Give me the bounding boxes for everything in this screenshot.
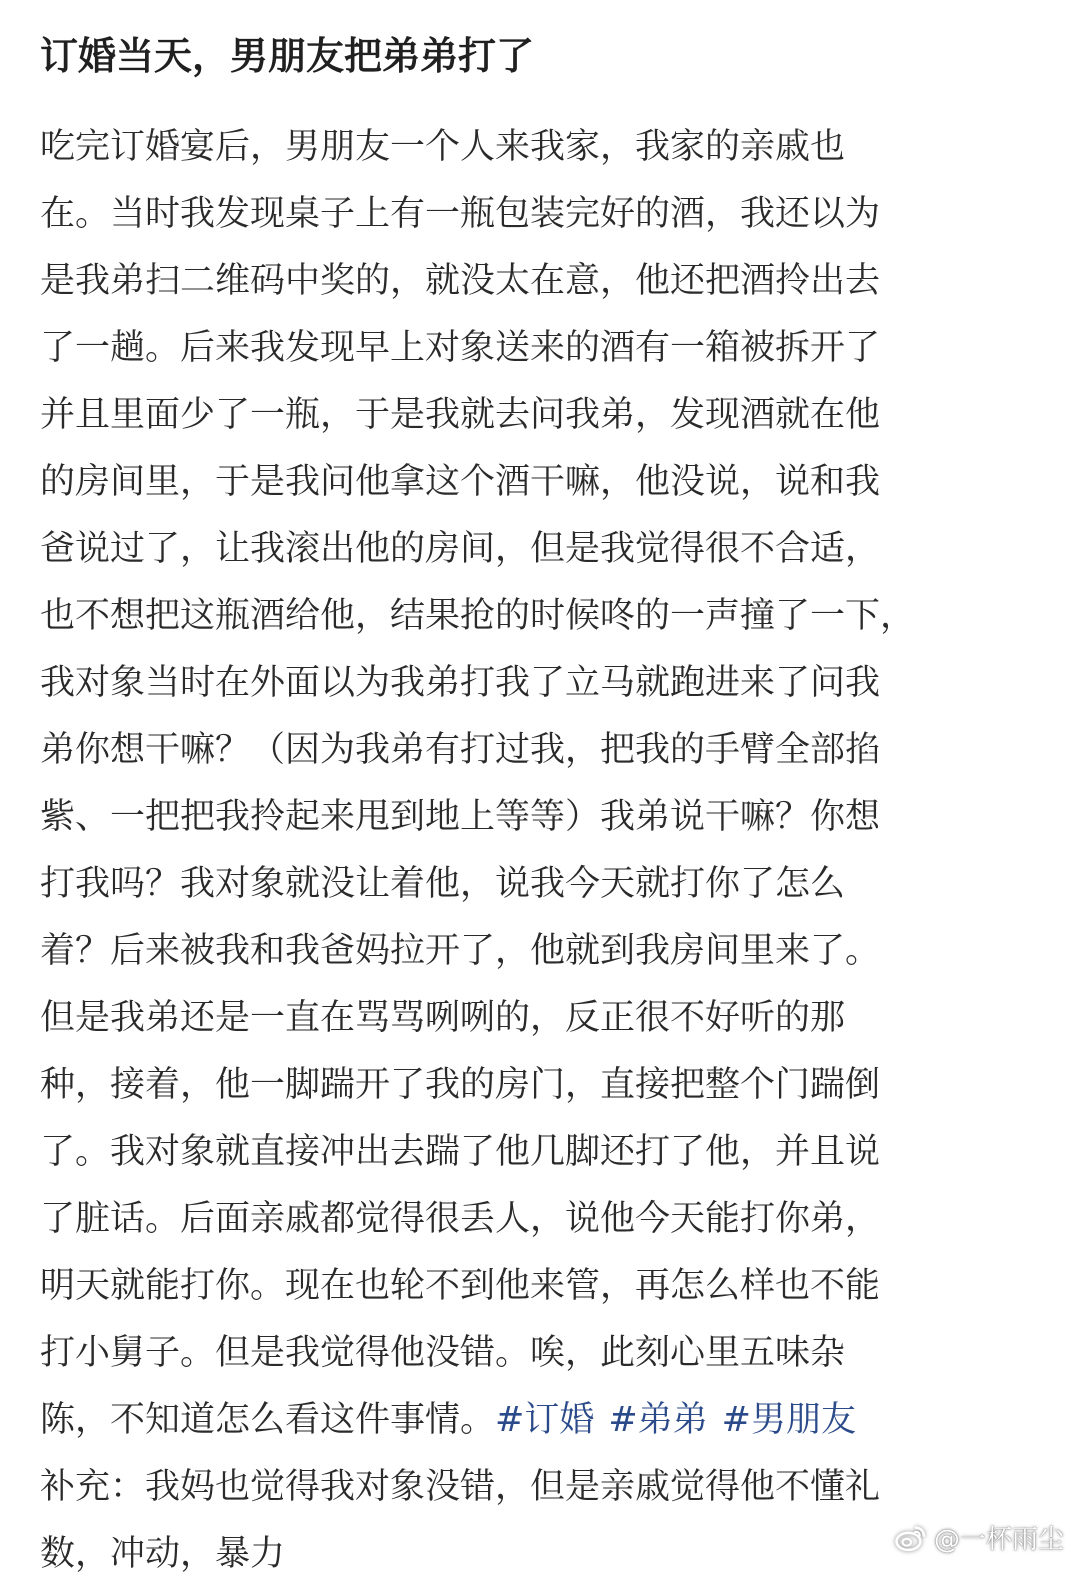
body-line: 了脏话。后面亲戚都觉得很丢人，说他今天能打你弟， [40,1199,881,1239]
body-line: 吃完订婚宴后，男朋友一个人来我家，我家的亲戚也 [40,127,846,167]
body-line: 的房间里，于是我问他拿这个酒干嘛，他没说，说和我 [40,462,881,502]
body-line: 也不想把这瓶酒给他，结果抢的时候咚的一声撞了一下， [40,596,916,636]
hashtag-group [495,1400,856,1440]
body-line: 明天就能打你。现在也轮不到他来管，再怎么样也不能 [40,1266,881,1306]
body-line: 打我吗？我对象就没让着他，说我今天就打你了怎么 [40,864,846,904]
hashtag-link[interactable]: #订婚 [495,1400,595,1440]
body-line: 着？后来被我和我爸妈拉开了，他就到我房间里来了。 [40,931,881,971]
body-line: 是我弟扫二维码中奖的，就没太在意，他还把酒拎出去 [40,261,881,301]
hashtag-link[interactable]: #男朋友 [721,1400,856,1440]
post-title: 订婚当天，男朋友把弟弟打了 [40,34,535,78]
body-line: 弟你想干嘛？（因为我弟有打过我，把我的手臂全部掐 [40,730,881,770]
body-line-with-tags [40,1387,1040,1454]
supplement-line: 补充：我妈也觉得我对象没错，但是亲戚觉得他不懂礼 [40,1467,881,1507]
watermark [894,1519,1064,1556]
body-line: 在。当时我发现桌子上有一瓶包装完好的酒，我还以为 [40,194,881,234]
body-line: 紫、一把把我拎起来甩到地上等等）我弟说干嘛？你想 [40,797,881,837]
post [40,0,1040,1588]
body-line: 爸说过了，让我滚出他的房间，但是我觉得很不合适， [40,529,881,569]
body-line: 种，接着，他一脚踹开了我的房门，直接把整个门踹倒 [40,1065,881,1105]
body-line: 打小舅子。但是我觉得他没错。唉，此刻心里五味杂 [40,1333,846,1373]
body-line: 但是我弟还是一直在骂骂咧咧的，反正很不好听的那 [40,998,846,1038]
body-line: 了一趟。后来我发现早上对象送来的酒有一箱被拆开了 [40,328,881,368]
hashtag-link[interactable]: #弟弟 [608,1400,708,1440]
body-line: 并且里面少了一瓶，于是我就去问我弟，发现酒就在他 [40,395,881,435]
watermark-text: @一杯雨尘 [933,1525,1064,1555]
body-line: 我对象当时在外面以为我弟打我了立马就跑进来了问我 [40,663,881,703]
body-line: 了。我对象就直接冲出去踹了他几脚还打了他，并且说 [40,1132,881,1172]
weibo-logo-icon [894,1521,928,1555]
post-body [40,114,1040,1588]
body-last-text: 陈，不知道怎么看这件事情。 [40,1400,496,1440]
supplement-line: 数，冲动，暴力 [40,1534,286,1574]
